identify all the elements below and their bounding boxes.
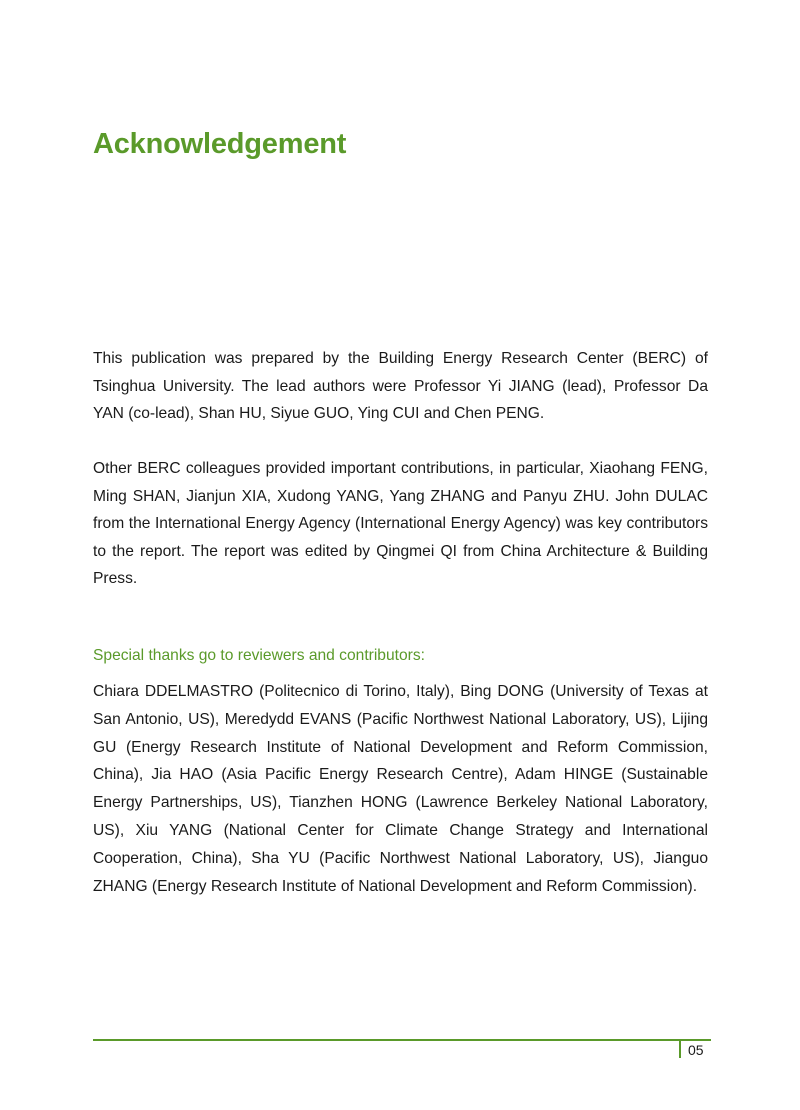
footer-rule: [93, 1039, 711, 1041]
page-title: Acknowledgement: [93, 128, 347, 160]
reviewers-subheading: Special thanks go to reviewers and contributors:: [93, 647, 425, 664]
page-number-divider: [679, 1041, 681, 1058]
authors-paragraph: This publication was prepared by the Building Energy Research Center (BERC) of Tsinghua University. The lead authors were Professor Yi JIANG (lead), Professor Da YAN (co-lead), Shan HU, Siyue GUO, Ying CUI and Chen PENG.: [93, 350, 708, 422]
reviewers-paragraph: Chiara DDELMASTRO (Politecnico di Torino, Italy), Bing DONG (University of Texas at San Antonio, US), Meredydd EVANS (Pacific Northwest National Laboratory, US), Lijing GU (Energy Research Institute of National Development and Reform Commission, China), Jia HAO (Asia Pacific Energy Research Centre), Adam HINGE (Sustainable Energy Partnerships, US), Tianzhen HONG (Lawrence Berkeley National Laboratory, US), Xiu YANG (National Center for Climate Change Strategy and International Cooperation, China), Sha YU (Pacific Northwest National Laboratory, US), Jianguo ZHANG (Energy Research Institute of National Development and Reform Commission).: [93, 683, 708, 895]
page-number: 05: [688, 1042, 704, 1058]
contributors-paragraph: Other BERC colleagues provided important contributions, in particular, Xiaohang FENG, Ming SHAN, Jianjun XIA, Xudong YANG, Yang ZHANG and Panyu ZHU. John DULAC from the International Energy Agency (International Energy Agency) was key contributors to the report. The report was edited by Qingmei QI from China Architecture & Building Press.: [93, 460, 708, 587]
